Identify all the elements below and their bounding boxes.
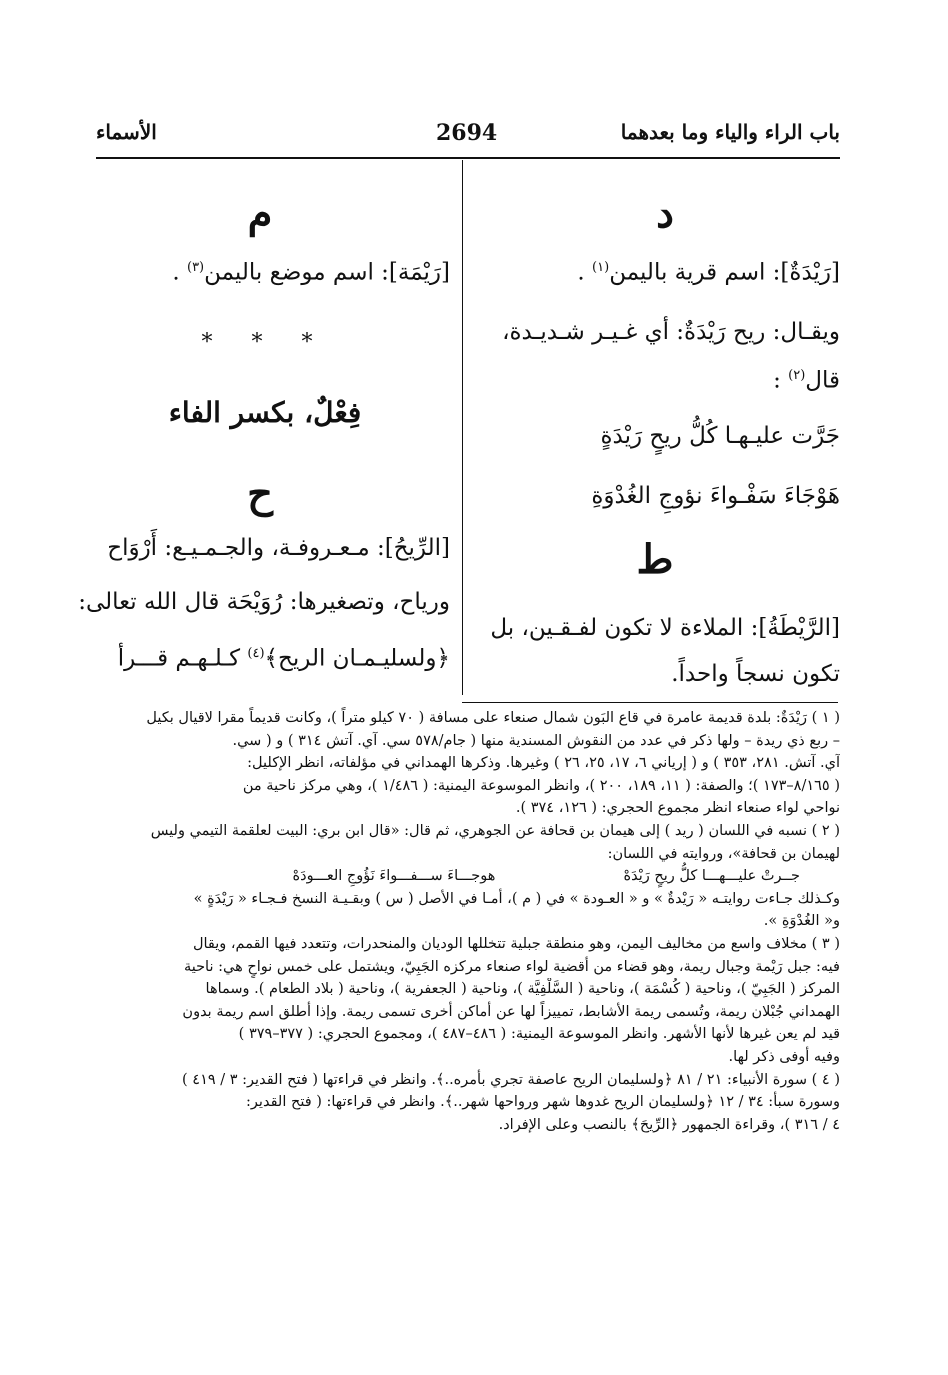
entry-rayta-line2: تكون نسجاً واحداً. [671, 661, 840, 687]
letter-heading-ta: ط [636, 536, 674, 583]
footnote-2 [90, 820, 840, 933]
quran-quote-rih: ﴿ولسليـمـان الريح﴾ [264, 645, 450, 672]
poem-verse-1: جَرَّت عليـهـا كُلُّ ريحٍ رَيْدَةٍ [600, 423, 840, 449]
footnote-4-line: ٤ / ٣١٦ )، وقراءة الجمهور ﴿الرِّيحَ﴾ بالنصب وعلى الإفراد. [498, 1116, 840, 1133]
page-number: 2694 [436, 120, 498, 146]
footnote-3-line: وفيه أوفى ذكر لها. [728, 1048, 840, 1065]
footnote-2-line: لهيمان بن قحافة»، وروايته في اللسان: [607, 845, 840, 862]
entry-rih-line3 [80, 634, 450, 679]
header-rule [96, 157, 840, 159]
footnote-1-line: – ربع ذي ريدة – ولها ذكر في عدد من النقوش المسندية منها ( جام/٥٧٨ سي. آي. آتش ٣١٤ ) و ( سي. [232, 732, 840, 749]
right-column [470, 160, 840, 695]
footnotes [90, 707, 840, 1136]
footnote-rule [462, 702, 838, 703]
entry-yuqal-line2 [470, 356, 840, 401]
footnote-1-line: نواحي لواء صنعاء انظر مجموع الحجري: ( ١٢٦، ٣٧٤ ). [515, 800, 840, 817]
poem-verse-2: هَوْجَاءَ سَفْـواءَ نؤوجِ الغُدْوَةِ [591, 483, 840, 509]
footnote-2-line: ( ٢ ) نسبه في اللسان ( ريد ) إلى هيمان بن قحافة عن الجوهري، ثم قال: «قال ابن بري: البيت لعلقمة التيمي وليس [150, 822, 840, 839]
entry-rih-line3-end: كـلـهـم قـــرأ [117, 645, 241, 672]
section-separator-stars: * * * [201, 330, 329, 355]
footnote-4-line: ( ٤ ) سورة الأنبياء: ٢١ / ٨١ ﴿ولسليمان الريح عاصفة تجري بأمره..﴾. وانظر في قراءتها ( فتح القدير: ٣ / ٤١٩ ) [182, 1071, 840, 1088]
entry-rayda-end: . [577, 259, 585, 286]
footnote-2-verse-hemistich-a: جــرتْ عليـــهـــا كلُّ ريحٍ رَيْدَهْ [623, 868, 800, 885]
entry-rayma-text: [رَيْمَة]: اسم موضع باليمن [204, 259, 450, 286]
footnote-1-line: آي. آتش. ٢٨١، ٣٥٣ ) و ( إرياني ٦، ١٧، ٢٥، ٢٦ ) وغيرها. وذكرها الهمداني في مؤلفاته، انظر الإكليل: [247, 755, 840, 772]
footnote-3 [90, 933, 840, 1069]
footnote-2-line: وكـذلك جـاءت روايتـه « رَيْدةٌ » و « العـودة » في ( م )، أمـا في الأصل ( س ) وبقـيـة النسخ فـجـاء « رَيْدَةٍ » [193, 890, 840, 907]
footnote-2-verse [90, 865, 840, 888]
footnote-1-line: ( ٨/١٦٥–١٧٣ )؛ والصفة: ( ١١، ١٨٩، ٢٠٠ )، وانظر الموسوعة اليمنية: ( ١/٤٨٦ )، وهي مركز ناحية من [242, 777, 840, 794]
page-header [96, 120, 840, 154]
footnote-4 [90, 1069, 840, 1137]
footnote-ref-4: (٤) [247, 646, 265, 661]
footnote-2-line: و« الغُدْوَةِ ». [763, 913, 840, 930]
footnote-2-verse-hemistich-b: هوجـــاءَ ســـفـــواءَ نَؤُوجِ العـــودَهْ [292, 868, 496, 885]
footnote-ref-3: (٣) [186, 260, 205, 275]
pattern-heading: فِعْلٌ، بكسر الفاء [168, 396, 362, 429]
entry-yuqal-colon: : [773, 367, 781, 394]
footnote-ref-2: (٢) [788, 368, 806, 383]
section-title-header: الأسماء [96, 120, 157, 144]
entry-rayma-end: . [172, 259, 180, 286]
entry-rih-line2: ورياح، وتصغيرها: رُوَيْحَة قال الله تعالى: [78, 589, 450, 615]
footnote-3-line: فيه: جبل رَيْمة وجبال ريمة، وهو قضاء من أقضية لواء صنعاء مركزه الجَبِيّ، ويشتمل على خمس نواحٍ هي: ناحية [183, 958, 840, 975]
footnote-3-line: المركز ( الجَبِيّ )، وناحية ( كُسْمَة )، وناحية ( السَّلْفِيَّة )، وناحية ( الجعفرية )، وناحية ( بلاد الطعام ). وسماها [205, 981, 840, 998]
entry-rayda-text: [رَيْدَةٌ]: اسم قرية باليمن [609, 259, 840, 286]
letter-heading-dal: د [656, 190, 674, 237]
footnote-1 [90, 707, 840, 820]
entry-yuqal-line1: ويقـال: ريح رَيْدَةٌ: أي غـيـر شـديـدة، [502, 319, 840, 345]
entry-rih-line1: [الرِّيحُ]: مـعـروفـة، والجـمـيـع: أَرْوَاح [107, 535, 450, 561]
chapter-title: باب الراء والياء وما بعدهما [620, 120, 840, 144]
entry-rayta-line1: [الرَّيْطَةُ]: الملاءة لا تكون لفـقـين، بل [490, 615, 840, 641]
entry-yuqal-qal: قال [805, 367, 840, 394]
footnote-3-line: الهمداني جُبْلان ريمة، وتُسمى ريمة الأشابط، تمييزاً لها عن أماكن أخرى تسمى ريمة. وإذا أطلق اسم ريمة بدون [182, 1003, 840, 1020]
letter-heading-ha: ح [247, 470, 273, 517]
letter-heading-mim: م [247, 190, 273, 237]
entry-rayma [90, 248, 450, 293]
footnote-3-line: قيد لم يعن غيرها لأنها الأشهر. وانظر الموسوعة اليمنية: ( ٤٨٦–٤٨٧ )، ومجموع الحجري: ( ٣٧٧–٣٧٩ ) [238, 1026, 840, 1043]
column-divider [462, 160, 463, 695]
entry-rayda [470, 248, 840, 293]
footnote-ref-1: (١) [592, 260, 610, 275]
footnote-4-line: وسورة سبأ: ٣٤ / ١٢ ﴿ولسليمان الريح غدوها شهر ورواحها شهر..﴾. وانظر في قراءتها: ( فتح القدير: [246, 1094, 840, 1111]
left-column [80, 160, 450, 695]
footnote-1-line: ( ١ ) رَيْدَةٌ: بلدة قديمة عامرة في قاع البَون شمال صنعاء على مسافة ( ٧٠ كيلو متراً )، وكانت قديماً مقرا لاقيال بكيل [146, 710, 840, 726]
footnote-3-line: ( ٣ ) مخلاف واسع من مخاليف اليمن، وهو منطقة جبلية تتخللها الوديان والمنحدرات، وتتعدد فيها القمم، ويقال [192, 935, 840, 952]
